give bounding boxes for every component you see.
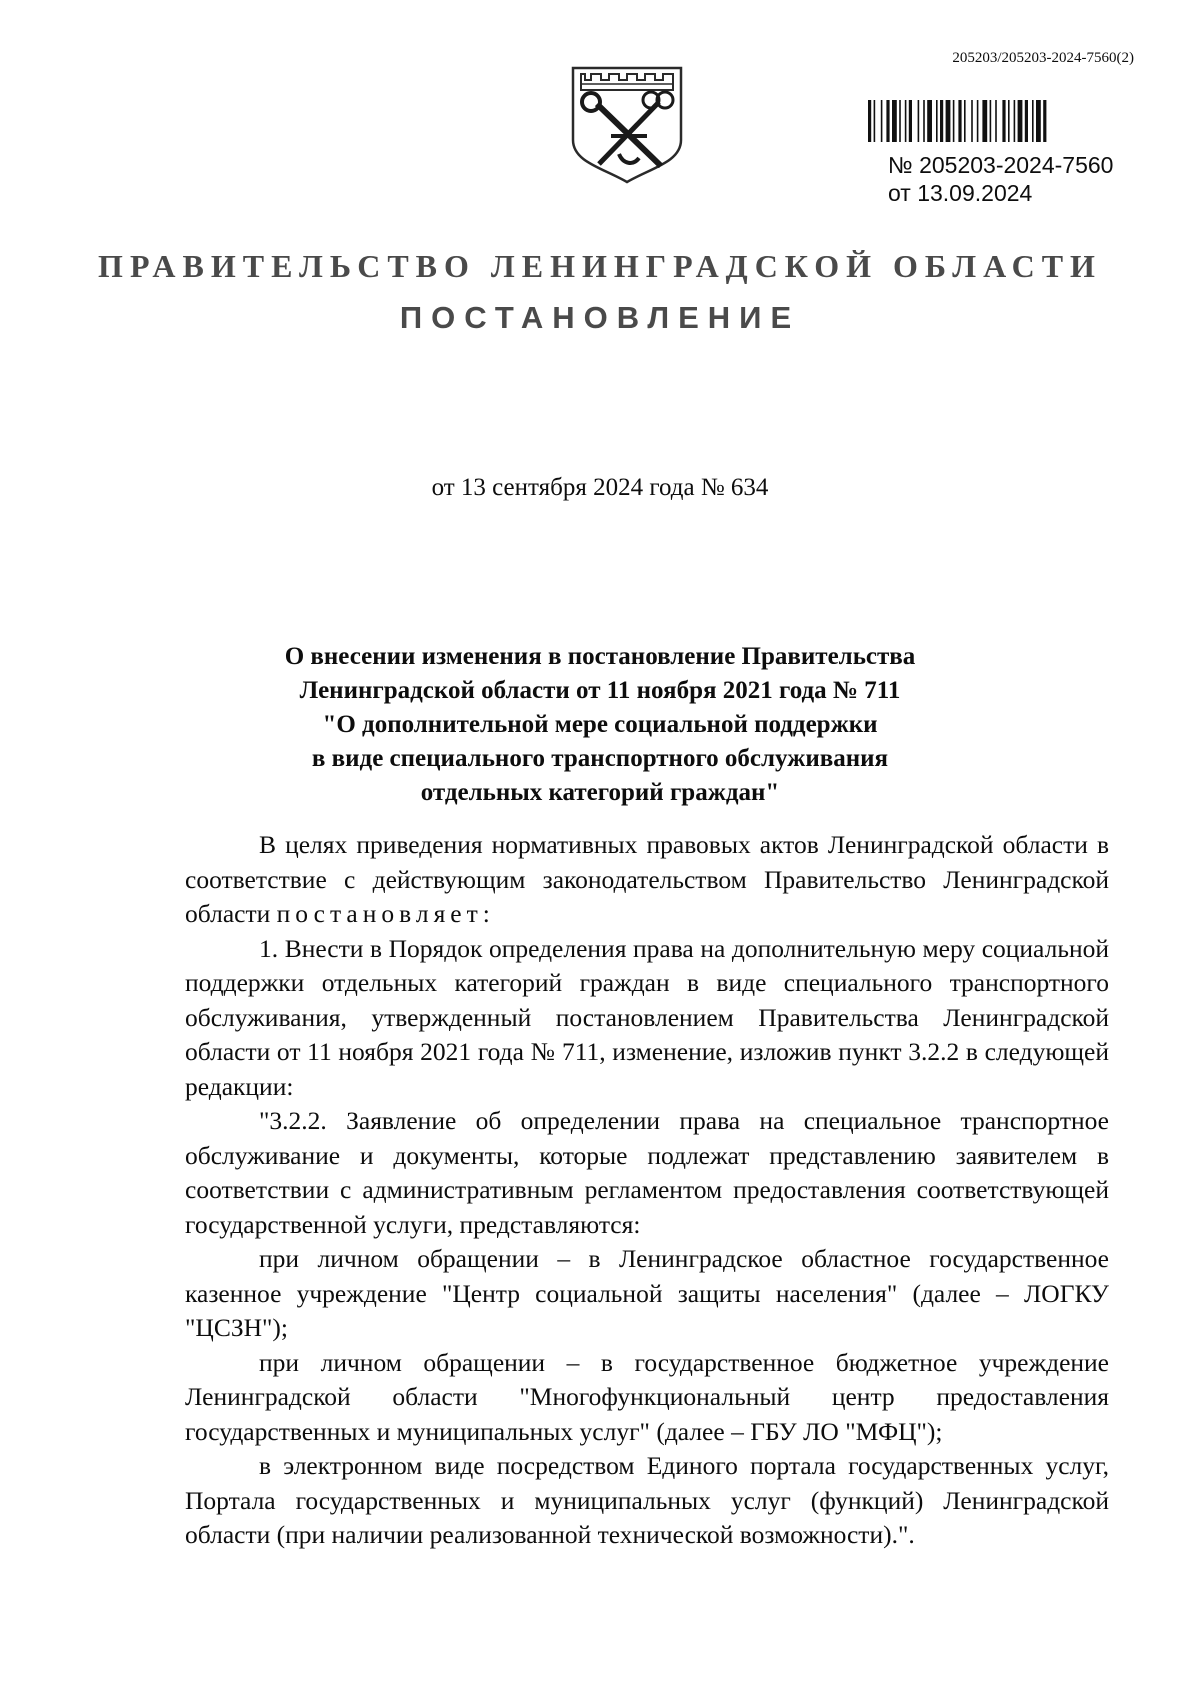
barcode-bar [874,100,876,142]
barcode-bar [886,100,889,142]
paragraph-mfc: при личном обращении – в государственное бюджетное учреждение Ленинградской области "Многофункциональный центр предоставления государственных и муниципальных услуг" (далее – ГБУ ЛО "МФЦ"); [185,1347,1109,1446]
heading-line: Ленинградской области от 11 ноября 2021 года № 711 [299,677,901,704]
barcode-bar [1014,100,1016,142]
registration-number: № 205203-2024-7560 [888,152,1114,178]
decree-word: постановляет [276,899,483,928]
barcode-bar [953,100,955,142]
barcode-bar [995,100,997,142]
barcode-bar [918,100,920,142]
barcode [868,100,1102,142]
document-type: ПОСТАНОВЛЕНИЕ [399,300,801,335]
preamble-colon: : [482,899,490,928]
document-body [185,828,1109,1553]
barcode-bar [940,100,943,142]
barcode-bar [909,100,912,142]
barcode-bar [923,100,925,142]
barcode-bar [1043,100,1046,142]
barcode-bar [946,100,951,142]
barcode-bar [1032,100,1034,142]
barcode-bar [899,100,901,142]
heading-line: О внесении изменения в постановление Правительства [284,643,916,670]
document-date-number: от 13 сентября 2024 года № 634 [431,474,769,501]
barcode-bar [977,100,979,142]
barcode-bar [936,100,938,142]
organization-name: ПРАВИТЕЛЬСТВО ЛЕНИНГРАДСКОЙ ОБЛАСТИ [98,248,1102,284]
preamble-text: В целях приведения нормативных правовых актов Ленинградской области в соответствие с действующим законодательством Правительство Ленинградской области [185,830,1109,928]
document-id: 205203/205203-2024-7560(2) [952,50,1134,66]
barcode-bar [1036,100,1041,142]
barcode-bar [964,100,966,142]
paragraph-clause-3-2-2: "3.2.2. Заявление об определении права на специальное транспортное обслуживание и документы, которые подлежат представлению заявителем в соответствии с административным регламентом предоставления соответствующей государственной услуги, представляются: [185,1106,1109,1239]
barcode-bar [958,100,961,142]
barcode-bar [982,100,987,142]
barcode-bar [971,100,973,142]
barcode-bar [881,100,883,142]
paragraph-electronic: в электронном виде посредством Единого портала государственных услуг, Портала государственных и муниципальных услуг (функций) Ленинградской области (при наличии реализованной технической возможности).". [185,1451,1109,1549]
barcode-bar [1025,100,1028,142]
paragraph-item-1: 1. Внести в Порядок определения права на дополнительную меру социальной поддержки отдельных категорий граждан в виде специального транспортного обслуживания, утвержденный постановлением Правительства Ленинградской области от 11 ноября 2021 года № 711, изменение, изложив пункт 3.2.2 в следующей редакции: [185,933,1109,1101]
barcode-bar [905,100,907,142]
barcode-bar [990,100,992,142]
registration-date: от 13.09.2024 [888,180,1033,206]
barcode-bar [1002,100,1005,142]
barcode-bar [868,100,871,142]
coat-of-arms-emblem [567,62,687,184]
heading-line: "О дополнительной мере социальной поддержки [322,711,878,738]
paragraph-preamble [185,828,1109,932]
barcode-bar [927,100,932,142]
barcode-bar [1008,100,1010,142]
barcode-bar [1018,100,1023,142]
heading-line: в виде специального транспортного обслуживания [311,745,889,772]
paragraph-lo-gku: при личном обращении – в Ленинградское областное государственное казенное учреждение "Центр социальной защиты населения" (далее – ЛОГКУ "ЦСЗН"); [185,1244,1109,1342]
barcode-bar [892,100,897,142]
heading-line: отдельных категорий граждан" [420,779,780,806]
document-heading [185,640,1015,810]
